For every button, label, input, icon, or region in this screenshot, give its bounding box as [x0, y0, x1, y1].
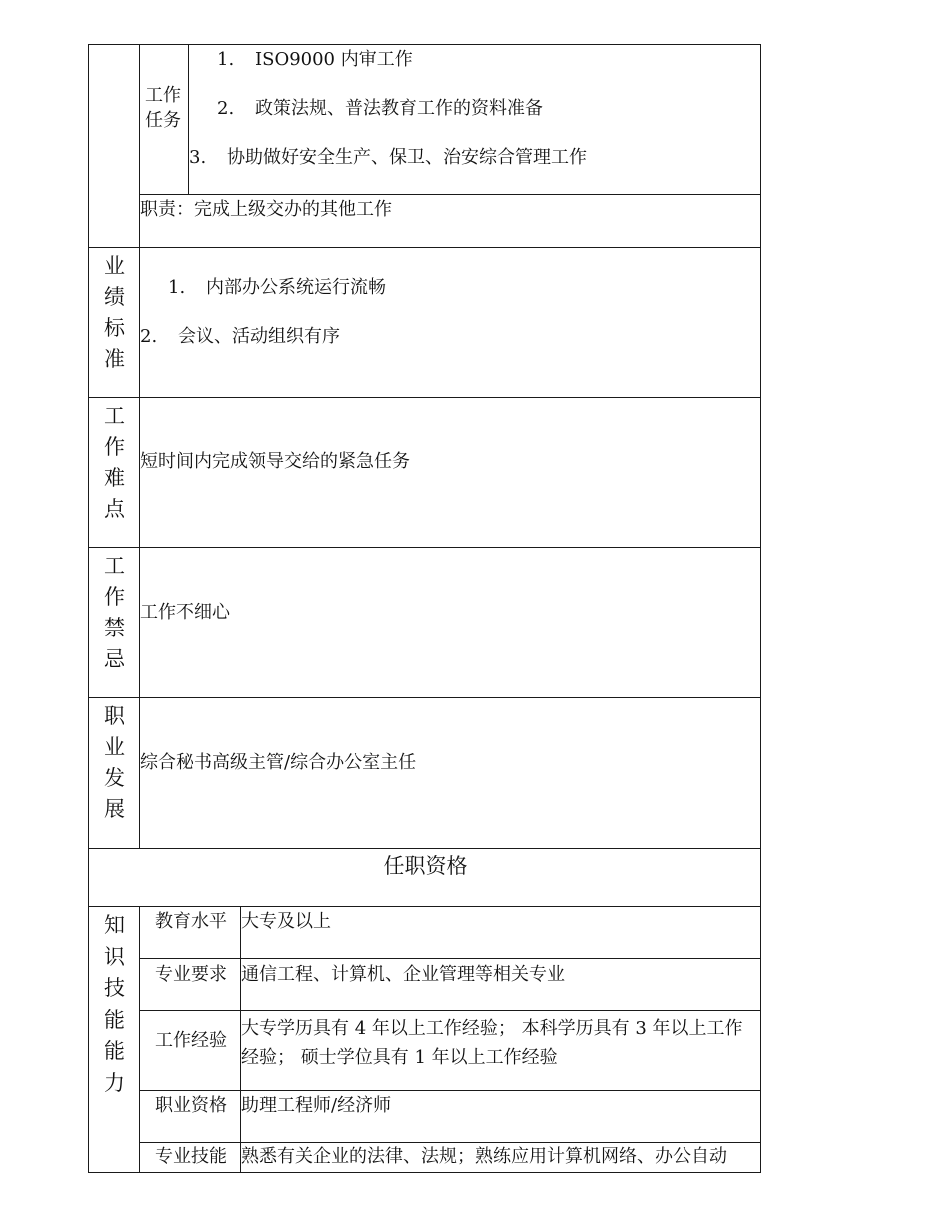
- work-task-text-1: ISO9000 内审工作: [255, 49, 413, 70]
- career-content-cell: [139, 697, 761, 849]
- experience-label-cell: [139, 1010, 241, 1091]
- education-value-cell: [240, 906, 761, 959]
- taboo-content-cell: [139, 547, 761, 698]
- certification-value: 助理工程师/经济师: [241, 1095, 392, 1116]
- difficulty-label-cell: [88, 397, 140, 548]
- job-description-table: [88, 44, 761, 1173]
- performance-text-1: 内部办公系统运行流畅: [206, 277, 386, 298]
- work-task-list-cell: [188, 44, 761, 195]
- skills-value-cell: [240, 1142, 761, 1173]
- qualification-title: 任职资格: [383, 854, 468, 878]
- major-value: 通信工程、计算机、企业管理等相关专业: [241, 964, 565, 985]
- career-text: 综合秘书高级主管/综合办公室主任: [140, 752, 417, 773]
- performance-text-2: 会议、活动组织有序: [178, 326, 340, 347]
- skills-value: 熟悉有关企业的法律、法规；熟练应用计算机网络、办公自动: [241, 1146, 727, 1167]
- work-task-num-1: 1.: [217, 49, 235, 70]
- major-label-cell: [139, 958, 241, 1011]
- education-label-cell: [139, 906, 241, 959]
- performance-num-1: 1.: [168, 277, 186, 298]
- experience-value: 大专学历具有 4 年以上工作经验； 本科学历具有 3 年以上工作经验； 硕士学位具有 1 年以上工作经验: [241, 1018, 743, 1068]
- difficulty-content-cell: [139, 397, 761, 548]
- work-task-text-2: 政策法规、普法教育工作的资料准备: [255, 98, 543, 119]
- career-label: 职 业 发 展: [104, 704, 125, 821]
- experience-value-cell: [240, 1010, 761, 1091]
- performance-label-cell: [88, 247, 140, 398]
- career-label-cell: [88, 697, 140, 849]
- work-task-num-3: 3.: [189, 147, 207, 168]
- taboo-text: 工作不细心: [140, 602, 230, 623]
- skills-label-cell: [139, 1142, 241, 1173]
- performance-num-2: 2.: [140, 326, 158, 347]
- education-value: 大专及以上: [241, 911, 331, 932]
- major-label: 专业要求: [155, 964, 227, 985]
- certification-value-cell: [240, 1090, 761, 1143]
- taboo-label: 工 作 禁 忌: [104, 554, 125, 671]
- major-value-cell: [240, 958, 761, 1011]
- taboo-label-cell: [88, 547, 140, 698]
- work-task-text-3: 协助做好安全生产、保卫、治安综合管理工作: [227, 147, 587, 168]
- duty-cell: [139, 194, 761, 248]
- difficulty-label: 工 作 难 点: [104, 404, 125, 521]
- qualification-title-cell: [88, 848, 761, 907]
- work-task-label-cell: [139, 44, 189, 195]
- qualification-group-label-cell: [88, 906, 140, 1173]
- experience-label: 工作经验: [155, 1030, 227, 1051]
- skills-label: 专业技能: [155, 1146, 227, 1167]
- left-blank-cell: [88, 44, 140, 248]
- work-task-label: 工作任务: [145, 85, 181, 131]
- qualification-group-label: 知 识 技 能 能 力: [104, 913, 125, 1095]
- difficulty-text: 短时间内完成领导交给的紧急任务: [140, 451, 410, 472]
- duty-text: 职责：完成上级交办的其他工作: [140, 199, 392, 220]
- work-task-num-2: 2.: [217, 98, 235, 119]
- performance-label: 业 绩 标 准: [104, 254, 125, 371]
- certification-label-cell: [139, 1090, 241, 1143]
- performance-content-cell: [139, 247, 761, 398]
- education-label: 教育水平: [155, 911, 227, 932]
- certification-label: 职业资格: [155, 1095, 227, 1116]
